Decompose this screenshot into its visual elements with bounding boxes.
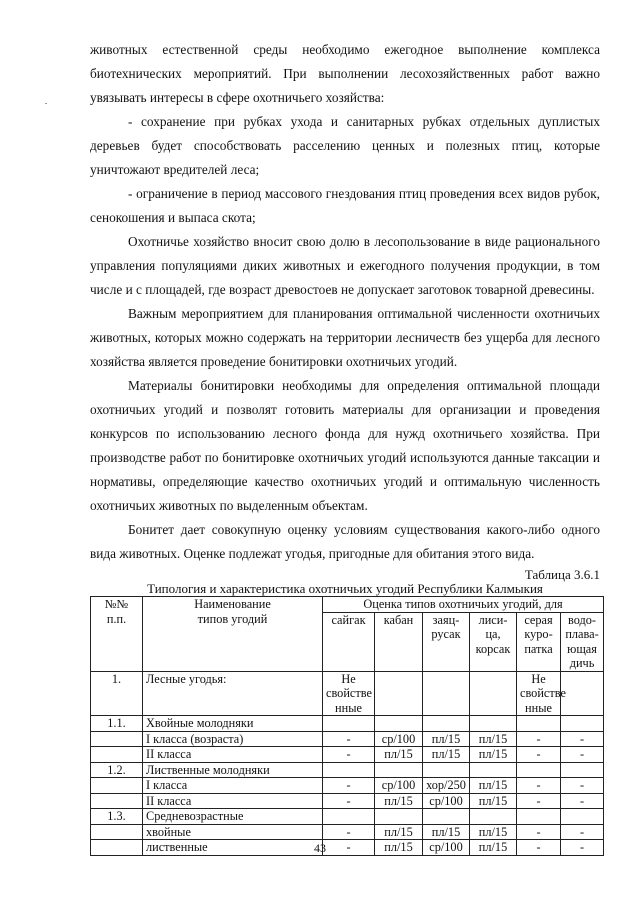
row-value-cell: - bbox=[323, 747, 375, 763]
row-value-cell: пл/15 bbox=[470, 731, 517, 747]
row-name: хвойные bbox=[143, 824, 323, 840]
row-value-cell bbox=[470, 762, 517, 778]
header-hare-l2: русак bbox=[431, 627, 461, 641]
table-row bbox=[91, 778, 604, 794]
row-num bbox=[91, 747, 143, 763]
header-num bbox=[91, 597, 143, 672]
row-value-cell bbox=[323, 716, 375, 732]
row-value-cell: - bbox=[561, 824, 604, 840]
row-value-cell bbox=[517, 809, 561, 825]
row-value-cell: пл/15 bbox=[470, 840, 517, 856]
header-fox-l1: лиси- bbox=[478, 612, 508, 627]
header-fox-l2: ца, bbox=[485, 627, 501, 641]
document-page bbox=[90, 38, 600, 856]
header-fox bbox=[470, 612, 517, 671]
row-value-cell bbox=[323, 762, 375, 778]
header-boar: кабан bbox=[375, 612, 423, 671]
row-value-cell bbox=[423, 809, 470, 825]
row-num bbox=[91, 778, 143, 794]
row-name: Хвойные молодняки bbox=[143, 716, 323, 732]
row-value-cell: пл/15 bbox=[423, 747, 470, 763]
header-num-line1: №№ bbox=[104, 597, 129, 611]
row-value-cell: - bbox=[323, 778, 375, 794]
row-name: лиственные bbox=[143, 840, 323, 856]
row-value-cell bbox=[561, 762, 604, 778]
table-row bbox=[91, 731, 604, 747]
row-name: II класса bbox=[143, 747, 323, 763]
row-value-cell: пл/15 bbox=[423, 731, 470, 747]
row-value-cell: ср/100 bbox=[375, 731, 423, 747]
row-value-cell bbox=[423, 762, 470, 778]
cell bbox=[423, 671, 470, 716]
row-num bbox=[91, 793, 143, 809]
row-value-cell: пл/15 bbox=[375, 793, 423, 809]
row-value-cell: пл/15 bbox=[470, 747, 517, 763]
header-waterfowl-l2: плава- bbox=[565, 627, 599, 641]
row-value-cell: ср/100 bbox=[423, 840, 470, 856]
not-typical-l2: свойстве bbox=[520, 686, 566, 700]
page-number: 43 bbox=[314, 841, 326, 855]
not-typical-l3: нные bbox=[335, 700, 362, 715]
paragraph-1: животных естественной среды необходимо ежегодное выполнение комплекса биотехнических мероприятий. При выполнении лесохозяйственных работ важно увязывать интересы в сфере охотничьего хозяйства: bbox=[90, 42, 600, 105]
header-saiga: сайгак bbox=[323, 612, 375, 671]
row-num: 1. bbox=[91, 671, 143, 716]
row-name: Средневозрастные bbox=[143, 809, 323, 825]
table-body bbox=[91, 716, 604, 856]
table-row bbox=[91, 762, 604, 778]
row-num: 1.1. bbox=[91, 716, 143, 732]
row-value-cell: - bbox=[323, 824, 375, 840]
header-name bbox=[143, 597, 323, 672]
not-typical-l2: свойстве bbox=[326, 686, 372, 700]
table-header-row-1 bbox=[91, 597, 604, 613]
row-value-cell: - bbox=[561, 778, 604, 794]
row-value-cell: - bbox=[517, 824, 561, 840]
row-value-cell bbox=[375, 809, 423, 825]
table-title: Типология и характеристика охотничьих угодий Республики Калмыкия bbox=[147, 581, 543, 596]
row-value-cell bbox=[517, 716, 561, 732]
table-row bbox=[91, 793, 604, 809]
header-partridge-l3: патка bbox=[524, 641, 553, 656]
header-hare bbox=[423, 612, 470, 671]
cell bbox=[470, 671, 517, 716]
header-fox-l3: корсак bbox=[475, 641, 511, 656]
table-row bbox=[91, 809, 604, 825]
row-num: 1.2. bbox=[91, 762, 143, 778]
cell bbox=[561, 671, 604, 716]
table-row bbox=[91, 716, 604, 732]
paragraph-2: - сохранение при рубках ухода и санитарных рубках отдельных дуплистых деревьев будет способствовать расселению ценных и полезных птиц, которые уничтожают вредителей леса; bbox=[90, 114, 600, 177]
row-value-cell bbox=[517, 762, 561, 778]
row-value-cell: пл/15 bbox=[375, 840, 423, 856]
row-value-cell bbox=[561, 809, 604, 825]
not-typical-l3: нные bbox=[525, 700, 552, 715]
row-name: Лиственные молодняки bbox=[143, 762, 323, 778]
row-value-cell bbox=[423, 716, 470, 732]
header-waterfowl-l1: водо- bbox=[568, 612, 597, 627]
row-value-cell bbox=[375, 716, 423, 732]
row-value-cell: - bbox=[561, 793, 604, 809]
paragraph-4: Охотничье хозяйство вносит свою долю в лесопользование в виде рационального управления популяциями диких животных и ежегодного получения продукции, в том числе и с площадей, где возраст древостоев не допускает заготовок товарной древесины. bbox=[90, 234, 600, 297]
table-row bbox=[91, 824, 604, 840]
table-row bbox=[91, 671, 604, 716]
header-group: Оценка типов охотничьих угодий, для bbox=[323, 597, 604, 613]
row-value-cell: - bbox=[517, 731, 561, 747]
row-num bbox=[91, 731, 143, 747]
row-value-cell: пл/15 bbox=[423, 824, 470, 840]
row-value-cell: пл/15 bbox=[470, 793, 517, 809]
not-typical-l1: Не bbox=[531, 671, 546, 686]
row-num: 1.3. bbox=[91, 809, 143, 825]
row-value-cell bbox=[470, 809, 517, 825]
header-name-line2: типов угодий bbox=[197, 611, 268, 626]
header-partridge bbox=[517, 612, 561, 671]
header-waterfowl-l3: ющая bbox=[567, 641, 597, 656]
row-value-cell: - bbox=[323, 793, 375, 809]
hunting-lands-table bbox=[90, 596, 604, 856]
not-typical-l1: Не bbox=[341, 671, 356, 686]
cell-not-typical-partridge bbox=[517, 671, 566, 716]
row-value-cell: - bbox=[561, 731, 604, 747]
row-name: Лесные угодья: bbox=[143, 671, 323, 716]
row-value-cell: ср/100 bbox=[375, 778, 423, 794]
row-value-cell: пл/15 bbox=[470, 824, 517, 840]
table-row bbox=[91, 747, 604, 763]
paragraph-5: Важным мероприятием для планирования оптимальной численности охотничьих животных, которых можно содержать на территории лесничеств без ущерба для лесного хозяйства является проведение бонитировки охотничьих угодий. bbox=[90, 306, 600, 369]
row-value-cell: пл/15 bbox=[375, 747, 423, 763]
row-value-cell: хор/250 bbox=[423, 778, 470, 794]
row-value-cell bbox=[561, 716, 604, 732]
cell-not-typical-saiga bbox=[323, 671, 375, 716]
row-value-cell bbox=[470, 716, 517, 732]
header-name-line1: Наименование bbox=[194, 597, 271, 611]
table-label: Таблица 3.6.1 bbox=[524, 567, 600, 582]
paragraph-3: - ограничение в период массового гнездования птиц проведения всех видов рубок, сенокошения и выпаса скота; bbox=[90, 186, 600, 225]
row-value-cell: - bbox=[517, 793, 561, 809]
row-value-cell bbox=[375, 762, 423, 778]
header-hare-l1: заяц- bbox=[432, 612, 460, 627]
row-value-cell: пл/15 bbox=[375, 824, 423, 840]
row-name: I класса bbox=[143, 778, 323, 794]
row-value-cell: - bbox=[561, 840, 604, 856]
row-value-cell: - bbox=[517, 840, 561, 856]
row-value-cell: - bbox=[323, 731, 375, 747]
row-value-cell: пл/15 bbox=[470, 778, 517, 794]
header-partridge-l1: серая bbox=[524, 612, 553, 627]
header-waterfowl bbox=[561, 612, 604, 671]
row-value-cell: - bbox=[561, 747, 604, 763]
header-partridge-l2: куро- bbox=[524, 627, 553, 641]
row-value-cell: - bbox=[323, 840, 375, 856]
margin-mark bbox=[45, 103, 47, 104]
row-value-cell: - bbox=[517, 778, 561, 794]
paragraph-7: Бонитет дает совокупную оценку условиям существования какого-либо одного вида животных. Оценке подлежат угодья, пригодные для обитания этого вида. bbox=[90, 522, 600, 561]
paragraph-6: Материалы бонитировки необходимы для определения оптимальной площади охотничьих угодий и позволят готовить материалы для организации и проведения конкурсов по использованию лесного фонда для нужд охотничьего хозяйства. При производстве работ по бонитировке охотничьих угодий используются данные таксации и нормативы, определяющие качество охотничьих угодий и оптимальную численность охотничьих животных по выделенным объектам. bbox=[90, 378, 600, 513]
row-value-cell: ср/100 bbox=[423, 793, 470, 809]
header-waterfowl-l4: дичь bbox=[569, 656, 595, 670]
row-name: I класса (возраста) bbox=[143, 731, 323, 747]
cell bbox=[375, 671, 423, 716]
row-num bbox=[91, 824, 143, 840]
row-value-cell bbox=[323, 809, 375, 825]
row-name: II класса bbox=[143, 793, 323, 809]
row-value-cell: - bbox=[517, 747, 561, 763]
header-num-line2: п.п. bbox=[106, 611, 127, 626]
